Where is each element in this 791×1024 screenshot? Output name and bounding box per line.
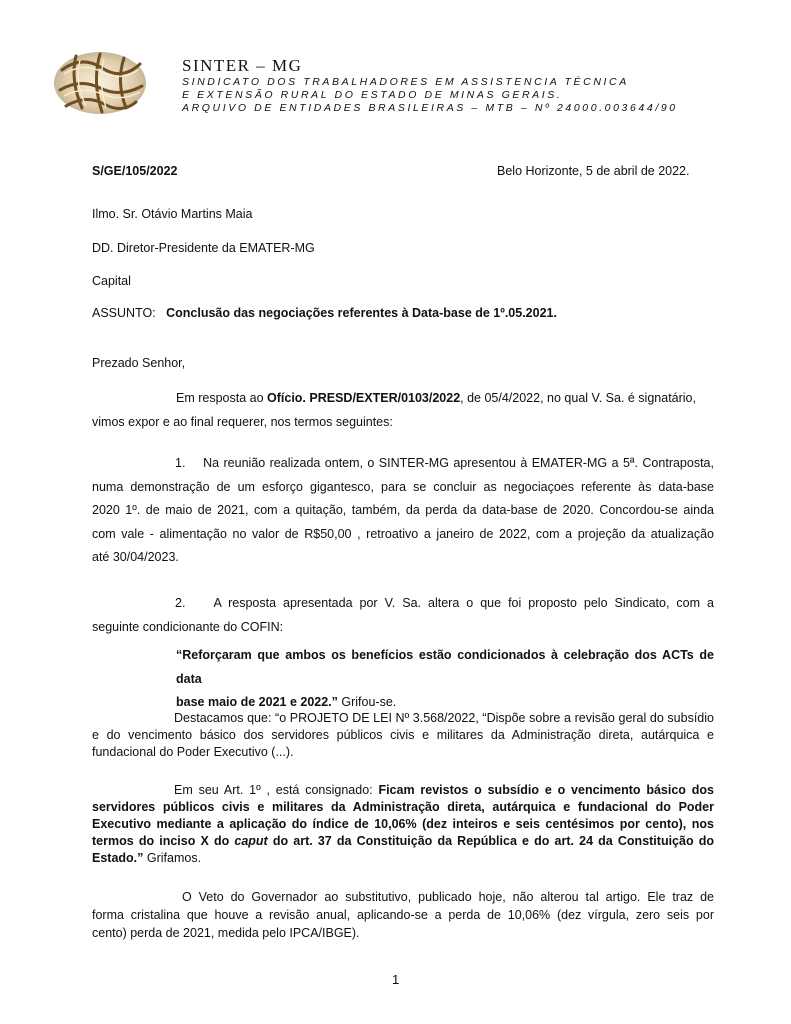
veto-line-3: cento) perda de 2021, medida pelo IPCA/IBGE). (92, 926, 360, 940)
item-2-line-1: A resposta apresentada por V. Sa. altera o que foi proposto pelo Sindicato, com a (213, 596, 714, 610)
intro-paragraph (92, 387, 714, 434)
page-number: 1 (392, 972, 400, 987)
cofin-quote (176, 644, 714, 715)
intro-d: vimos expor e ao final requerer, nos termos seguintes: (92, 414, 393, 429)
art-bold-5: Estado.” (92, 851, 144, 865)
sinter-logo (52, 50, 148, 116)
recipient-title: DD. Diretor-Presidente da EMATER-MG (92, 241, 315, 255)
recipient-name: Ilmo. Sr. Otávio Martins Maia (92, 207, 253, 221)
para-veto (92, 888, 714, 942)
quote-line-1: “Reforçaram que ambos os benefícios estão condicionados à celebração dos ACTs de data (176, 648, 714, 686)
veto-line-2: forma cristalina que houve a revisão anual, aplicando-se a perda de 10,06% (dez vírgula, zero seis por (92, 908, 714, 922)
org-line-2: E EXTENSÃO RURAL DO ESTADO DE MINAS GERAIS. (182, 89, 563, 101)
intro-c: , de 05/4/2022, no qual V. Sa. é signatário, (460, 391, 696, 405)
art-tail: Grifamos. (143, 851, 202, 865)
recipient-city: Capital (92, 274, 131, 288)
item-1-line-2: numa demonstração de um esforço gigantesco, para se concluir as negociaçoes referente às data-base (92, 479, 714, 494)
art-bold-3: Executivo mediante a aplicação do índice de 10,06% (dez inteiros e seis centésimos por cento), nos (92, 817, 714, 831)
art-lead: Em seu Art. 1º , está consignado: (174, 783, 379, 797)
destacamos-line-3: fundacional do Poder Executivo (...). (92, 745, 294, 759)
item-2 (92, 592, 714, 639)
art-caput: caput (234, 834, 268, 848)
intro-oficio: Ofício. PRESD/EXTER/0103/2022 (267, 391, 461, 405)
art-bold-4a: termos do inciso X do (92, 834, 235, 848)
org-line-1: SINDICATO DOS TRABALHADORES EM ASSISTENCIA TÉCNICA (182, 76, 629, 88)
org-name: SINTER – MG (182, 56, 303, 75)
item-1-line-3: 2020 1º. de maio de 2021, com a quitação, também, da perda da data-base de 2020. Concordou-se ainda (92, 503, 714, 517)
subject-text: Conclusão das negociações referentes à Data-base de 1º.05.2021. (166, 306, 557, 320)
salutation: Prezado Senhor, (92, 356, 186, 370)
item-1 (92, 452, 714, 570)
destacamos-line-2: e do vencimento básico dos servidores públicos civis e militares da Administração direta, autárquica e (92, 728, 714, 742)
art-bold-2: servidores públicos civis e militares da Administração direta, autárquica e fundacional do Poder (92, 800, 714, 814)
art-bold-4b: do art. 37 da Constituição da República e do art. 24 da Constituição do (267, 834, 714, 848)
reference-number: S/GE/105/2022 (92, 164, 178, 178)
para-destacamos (92, 710, 714, 761)
item-2-number: 2. (175, 596, 186, 610)
quote-line-2-bold: base maio de 2021 e 2022.” (176, 695, 338, 709)
destacamos-line-1: Destacamos que: “o PROJETO DE LEI Nº 3.568/2022, “Dispõe sobre a revisão geral do subsídio (174, 711, 714, 725)
quote-line-2-rest: Grifou-se. (337, 695, 397, 709)
intro-a: Em resposta ao (176, 391, 268, 405)
item-1-line-5: até 30/04/2023. (92, 550, 179, 564)
art-bold-1: Ficam revistos o subsídio e o vencimento básico dos (378, 783, 714, 797)
item-1-number: 1. (175, 456, 186, 470)
date-place: Belo Horizonte, 5 de abril de 2022. (497, 164, 690, 178)
item-1-line-4: com vale - alimentação no valor de R$50,00 , retroativo a janeiro de 2022, com a projeção da atualização (92, 526, 714, 541)
subject-line (92, 306, 557, 320)
item-1-line-1: Na reunião realizada ontem, o SINTER-MG apresentou à EMATER-MG a 5ª. Contraposta, (203, 456, 714, 470)
subject-label: ASSUNTO: (92, 306, 156, 320)
veto-line-1: O Veto do Governador ao substitutivo, publicado hoje, não alterou tal artigo. Ele traz de (182, 890, 714, 904)
item-2-line-2: seguinte condicionante do COFIN: (92, 619, 284, 634)
org-line-3: ARQUIVO DE ENTIDADES BRASILEIRAS – MTB – Nº 24000.003644/90 (182, 102, 678, 114)
para-art (92, 782, 714, 867)
